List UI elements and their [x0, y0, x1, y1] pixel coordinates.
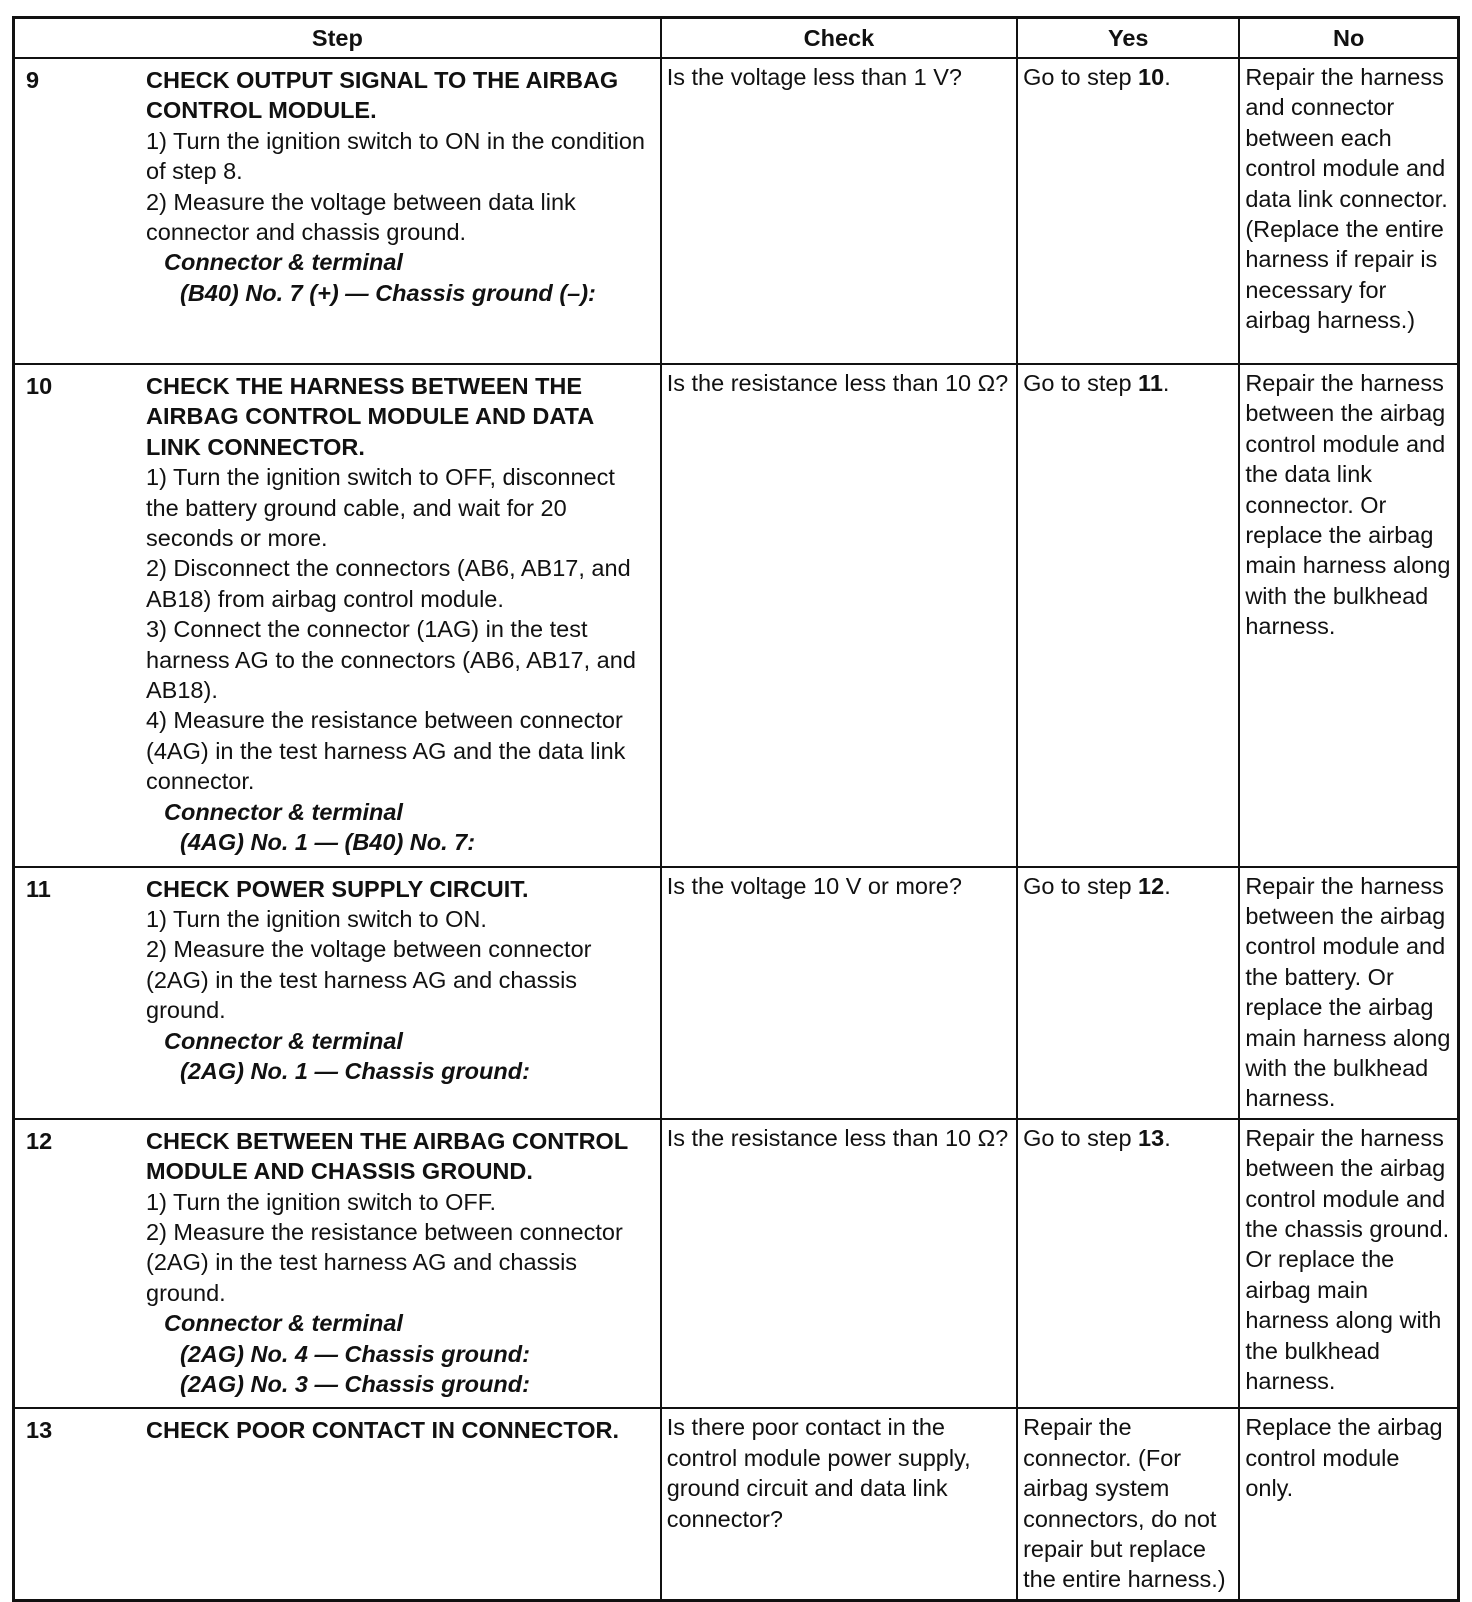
step-number: 13 [26, 1417, 53, 1444]
table-row [14, 1408, 1459, 1600]
check-cell: Is the resistance less than 10 Ω? [661, 1119, 1017, 1409]
no-cell: Repair the harness between the airbag control module and the data link connector. Or replace the airbag main harness along with the bulkhead harness. [1239, 364, 1458, 867]
step-cell [14, 58, 661, 364]
step-title: CHECK THE HARNESS BETWEEN THE AIRBAG CONTROL MODULE AND DATA LINK CONNECTOR. [146, 373, 594, 460]
step-cell [14, 867, 661, 1119]
table-row [14, 364, 1459, 867]
step-number: 9 [26, 67, 40, 93]
check-cell: Is the resistance less than 10 Ω? [661, 364, 1017, 867]
substep: 2) Disconnect the connectors (AB6, AB17, and AB18) from airbag control module. [146, 555, 631, 612]
no-cell: Repair the harness and connector between each control module and data link connector. (Replace the entire harness if repair is necessary for airbag harness.) [1239, 58, 1458, 364]
yes-cell [1017, 364, 1239, 867]
no-cell: Repair the harness between the airbag control module and the chassis ground. Or replace the airbag main harness along with the bulkhead harness. [1239, 1119, 1458, 1409]
yes-step-link: 10 [1138, 64, 1165, 90]
yes-text: Go to step [1023, 64, 1139, 90]
substep: 3) Connect the connector (1AG) in the test harness AG to the connectors (AB6, AB17, and AB18). [146, 616, 636, 704]
step-body [140, 1123, 655, 1404]
yes-step-link: 11 [1138, 370, 1163, 396]
step-title: CHECK OUTPUT SIGNAL TO THE AIRBAG CONTROL MODULE. [146, 67, 619, 124]
substep: 2) Measure the voltage between connector (2AG) in the test harness AG and chassis ground. [146, 936, 592, 1024]
diagnostic-procedure-table [12, 16, 1460, 1602]
step-number: 12 [26, 1127, 53, 1154]
connector-terminal-label: Connector & terminal [164, 798, 403, 825]
yes-text: Go to step [1023, 872, 1139, 899]
yes-suffix: . [1162, 370, 1170, 396]
step-body [140, 368, 655, 862]
yes-cell [1017, 1119, 1239, 1409]
step-number: 10 [26, 373, 53, 399]
substep: 2) Measure the voltage between data link connector and chassis ground. [146, 188, 576, 246]
yes-suffix: . [1164, 1124, 1171, 1151]
step-body [140, 62, 655, 312]
check-cell: Is the voltage less than 1 V? [661, 58, 1017, 364]
step-body [140, 1412, 655, 1449]
yes-cell [1017, 58, 1239, 364]
step-title: CHECK POWER SUPPLY CIRCUIT. [146, 875, 529, 902]
step-cell [14, 1119, 661, 1409]
table-row [14, 58, 1459, 364]
yes-step-link: 13 [1138, 1124, 1165, 1151]
check-cell: Is the voltage 10 V or more? [661, 867, 1017, 1119]
substep: 2) Measure the resistance between connector (2AG) in the test harness AG and chassis ground. [146, 1218, 623, 1306]
substep: 4) Measure the resistance between connector (4AG) in the test harness AG and the data link connector. [146, 707, 626, 795]
connector-terminal-value: (2AG) No. 3 — Chassis ground: [180, 1371, 530, 1397]
table-row [14, 867, 1459, 1119]
header-no: No [1239, 18, 1458, 59]
yes-suffix: . [1164, 872, 1171, 899]
yes-text: Repair the connector. (For airbag system connectors, do not repair but replace the entire harness.) [1023, 1414, 1226, 1593]
substep: 1) Turn the ignition switch to ON in the condition of step 8. [146, 127, 645, 185]
substep: 1) Turn the ignition switch to OFF, disconnect the battery ground cable, and wait for 20 seconds or more. [146, 464, 615, 552]
yes-text: Go to step [1023, 1124, 1139, 1151]
yes-text: Go to step [1023, 370, 1139, 396]
table-body [14, 58, 1459, 1600]
yes-cell [1017, 867, 1239, 1119]
connector-terminal-label: Connector & terminal [164, 1027, 403, 1054]
connector-terminal-value: (2AG) No. 1 — Chassis ground: [180, 1057, 530, 1084]
header-step: Step [14, 18, 661, 59]
substep: 1) Turn the ignition switch to ON. [146, 905, 487, 932]
substep: 1) Turn the ignition switch to OFF. [146, 1188, 497, 1215]
step-title: CHECK BETWEEN THE AIRBAG CONTROL MODULE AND CHASSIS GROUND. [146, 1127, 628, 1185]
connector-terminal-label: Connector & terminal [164, 1310, 403, 1337]
step-cell [14, 1408, 661, 1600]
step-body [140, 871, 655, 1091]
no-cell: Replace the airbag control module only. [1239, 1408, 1458, 1600]
header-check: Check [661, 18, 1017, 59]
yes-step-link: 12 [1138, 872, 1165, 899]
check-cell: Is there poor contact in the control module power supply, ground circuit and data link connector? [661, 1408, 1017, 1600]
step-number: 11 [26, 875, 51, 902]
connector-terminal-value: (2AG) No. 4 — Chassis ground: [180, 1340, 530, 1367]
step-cell [14, 364, 661, 867]
no-cell: Repair the harness between the airbag control module and the battery. Or replace the airbag main harness along with the bulkhead harness. [1239, 867, 1458, 1119]
yes-cell [1017, 1408, 1239, 1600]
step-title: CHECK POOR CONTACT IN CONNECTOR. [146, 1417, 620, 1444]
connector-terminal-label: Connector & terminal [164, 249, 403, 276]
yes-suffix: . [1164, 64, 1171, 90]
connector-terminal-value: (B40) No. 7 (+) — Chassis ground (–): [180, 279, 596, 306]
header-yes: Yes [1017, 18, 1239, 59]
table-row [14, 1119, 1459, 1409]
connector-terminal-value: (4AG) No. 1 — (B40) No. 7: [180, 829, 476, 856]
table-header-row [14, 18, 1459, 59]
